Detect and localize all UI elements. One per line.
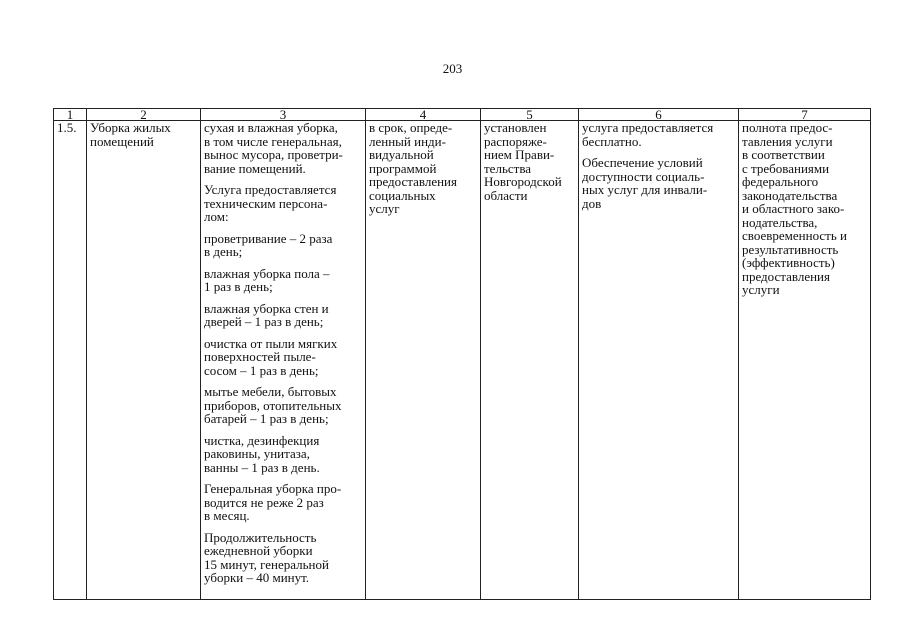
text-line: с требованиями xyxy=(742,160,830,176)
text-line: в срок, опреде- xyxy=(369,120,453,135)
text-line: распоряже- xyxy=(484,133,547,149)
text-line: установлен xyxy=(484,120,547,135)
paragraph xyxy=(204,183,363,224)
text-line: социальных xyxy=(369,187,436,203)
text-line: в том числе генеральная, xyxy=(204,133,342,149)
service-name-cell xyxy=(87,121,201,600)
paragraph xyxy=(204,385,363,426)
page-number: 203 xyxy=(442,61,463,76)
text-line: федерального xyxy=(742,174,819,189)
header-row xyxy=(54,109,871,121)
column-header-6: 6 xyxy=(579,109,739,121)
text-line: тельства xyxy=(484,160,532,176)
text-line: поверхностей пыле- xyxy=(204,349,316,364)
text-line: ленный инди- xyxy=(369,133,446,149)
text-line: лом: xyxy=(204,209,229,224)
paragraph xyxy=(582,121,736,148)
service-term-cell xyxy=(366,121,481,600)
text-line: в соответствии xyxy=(742,147,825,162)
column-header-7: 7 xyxy=(739,109,871,121)
text-line: вание помещений. xyxy=(204,160,306,176)
text-line: области xyxy=(484,187,528,203)
text-line: бесплатно. xyxy=(582,133,642,149)
text-line: дов xyxy=(582,195,602,211)
text-line: Продолжительность xyxy=(204,529,317,545)
text-line: в месяц. xyxy=(204,508,250,523)
column-header-5: 5 xyxy=(481,109,579,121)
column-header-4: 4 xyxy=(366,109,481,121)
text-line: чистка, дезинфекция xyxy=(204,432,320,448)
service-basis-cell xyxy=(481,121,579,600)
text-line: Генеральная уборка про- xyxy=(204,481,342,496)
text-line: доступности социаль- xyxy=(582,168,705,184)
text-line: помещений xyxy=(90,133,154,149)
text-line: сосом – 1 раз в день; xyxy=(204,362,319,378)
text-line: своевременность и xyxy=(742,228,847,243)
text-line: услуг xyxy=(369,201,400,216)
text-line: батарей – 1 раз в день; xyxy=(204,411,329,426)
text-line: ежедневной уборки xyxy=(204,543,313,558)
paragraph xyxy=(204,337,363,378)
text-line: полнота предос- xyxy=(742,120,833,135)
services-table xyxy=(53,108,871,600)
paragraph xyxy=(204,531,363,585)
text-line: нодательства, xyxy=(742,214,818,230)
paragraph xyxy=(204,482,363,523)
text-line: сухая и влажная уборка, xyxy=(204,120,338,135)
text-line: программой xyxy=(369,160,437,176)
text-line: 15 минут, генеральной xyxy=(204,556,329,572)
text-line: проветривание – 2 раза xyxy=(204,230,333,246)
text-line: законодательства xyxy=(742,187,838,203)
text-line: уборки – 40 минут. xyxy=(204,570,310,585)
column-header-2: 2 xyxy=(87,109,201,121)
table-row xyxy=(54,121,871,600)
service-description-cell xyxy=(201,121,366,600)
text-line: видуальной xyxy=(369,147,434,162)
column-header-3: 3 xyxy=(201,109,366,121)
paragraph xyxy=(204,302,363,329)
text-line: приборов, отопительных xyxy=(204,397,342,413)
text-line: водится не реже 2 раз xyxy=(204,494,324,510)
text-line: ных услуг для инвали- xyxy=(582,182,708,197)
text-line: тавления услуги xyxy=(742,133,833,149)
column-header-1: 1 xyxy=(54,109,87,121)
text-line: ванны – 1 раз в день. xyxy=(204,459,320,475)
paragraph xyxy=(204,267,363,294)
paragraph xyxy=(582,156,736,210)
text-line: 1 раз в день; xyxy=(204,279,273,294)
text-line: в день; xyxy=(204,244,243,259)
text-line: вынос мусора, проветри- xyxy=(204,147,343,162)
text-line: услуга предоставляется xyxy=(582,120,714,135)
text-line: Услуга предоставляется xyxy=(204,182,337,197)
paragraph xyxy=(204,232,363,259)
text-line: предоставления xyxy=(742,268,830,284)
text-line: влажная уборка пола – xyxy=(204,265,330,281)
service-quality-cell xyxy=(739,121,871,600)
service-conditions-cell xyxy=(579,121,739,600)
text-line: влажная уборка стен и xyxy=(204,300,329,316)
text-line: очистка от пыли мягких xyxy=(204,335,338,351)
text-line: техническим персона- xyxy=(204,195,328,211)
text-line: и областного зако- xyxy=(742,201,845,216)
text-line: результативность xyxy=(742,241,839,257)
text-line: дверей – 1 раз в день; xyxy=(204,314,324,329)
text-line: Новгородской xyxy=(484,174,562,189)
row-number: 1.5. xyxy=(54,121,87,600)
text-line: услуги xyxy=(742,282,780,297)
text-line: нием Прави- xyxy=(484,147,555,162)
text-line: Уборка жилых xyxy=(90,120,171,135)
text-line: Обеспечение условий xyxy=(582,155,703,170)
paragraph xyxy=(204,121,363,175)
text-line: предоставления xyxy=(369,174,457,189)
text-line: раковины, унитаза, xyxy=(204,446,310,461)
text-line: (эффективность) xyxy=(742,255,835,270)
text-line: мытье мебели, бытовых xyxy=(204,384,337,399)
paragraph xyxy=(204,434,363,475)
